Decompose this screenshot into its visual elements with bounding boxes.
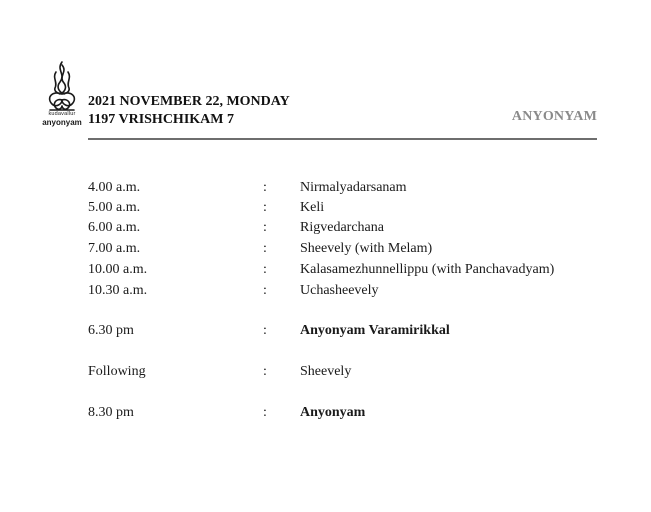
schedule-event: Anyonyam Varamirikkal bbox=[300, 323, 450, 338]
schedule-separator: : bbox=[263, 180, 267, 195]
schedule-time: 5.00 a.m. bbox=[88, 200, 141, 215]
schedule-time: 6.30 pm bbox=[88, 323, 134, 338]
schedule-event: Uchasheevely bbox=[300, 283, 379, 298]
schedule-row bbox=[0, 260, 651, 280]
schedule-row bbox=[0, 403, 651, 423]
schedule-time: 10.30 a.m. bbox=[88, 283, 148, 298]
schedule-event: Nirmalyadarsanam bbox=[300, 180, 407, 195]
schedule-separator: : bbox=[263, 364, 267, 379]
schedule-separator: : bbox=[263, 323, 267, 338]
logo-tagline: kudavallur bbox=[48, 111, 76, 117]
schedule-row bbox=[0, 321, 651, 341]
schedule-row bbox=[0, 178, 651, 198]
schedule-row bbox=[0, 362, 651, 382]
schedule-separator: : bbox=[263, 241, 267, 256]
brand-title: ANYONYAM bbox=[511, 109, 597, 124]
schedule-time: 4.00 a.m. bbox=[88, 180, 141, 195]
malayalam-date: 1197 VRISHCHIKAM 7 bbox=[88, 112, 234, 127]
schedule-separator: : bbox=[263, 405, 267, 420]
schedule-time: 7.00 a.m. bbox=[88, 241, 141, 256]
schedule-time: Following bbox=[88, 364, 146, 379]
schedule-row bbox=[0, 218, 651, 238]
logo-wordmark: anyonyam bbox=[42, 118, 82, 127]
schedule-separator: : bbox=[263, 200, 267, 215]
schedule-separator: : bbox=[263, 262, 267, 277]
gregorian-date: 2021 NOVEMBER 22, MONDAY bbox=[88, 94, 290, 109]
schedule-row bbox=[0, 281, 651, 301]
schedule-row bbox=[0, 198, 651, 218]
schedule-time: 6.00 a.m. bbox=[88, 220, 141, 235]
schedule-time: 10.00 a.m. bbox=[88, 262, 148, 277]
schedule-event: Keli bbox=[300, 200, 325, 215]
schedule-event: Sheevely (with Melam) bbox=[300, 241, 433, 256]
schedule-event: Anyonyam bbox=[300, 405, 366, 420]
schedule-separator: : bbox=[263, 220, 267, 235]
schedule-separator: : bbox=[263, 283, 267, 298]
schedule-event: Rigvedarchana bbox=[300, 220, 384, 235]
schedule-row bbox=[0, 239, 651, 259]
schedule-event: Kalasamezhunnellippu (with Panchavadyam) bbox=[300, 262, 555, 277]
schedule-event: Sheevely bbox=[300, 364, 352, 379]
schedule-time: 8.30 pm bbox=[88, 405, 134, 420]
